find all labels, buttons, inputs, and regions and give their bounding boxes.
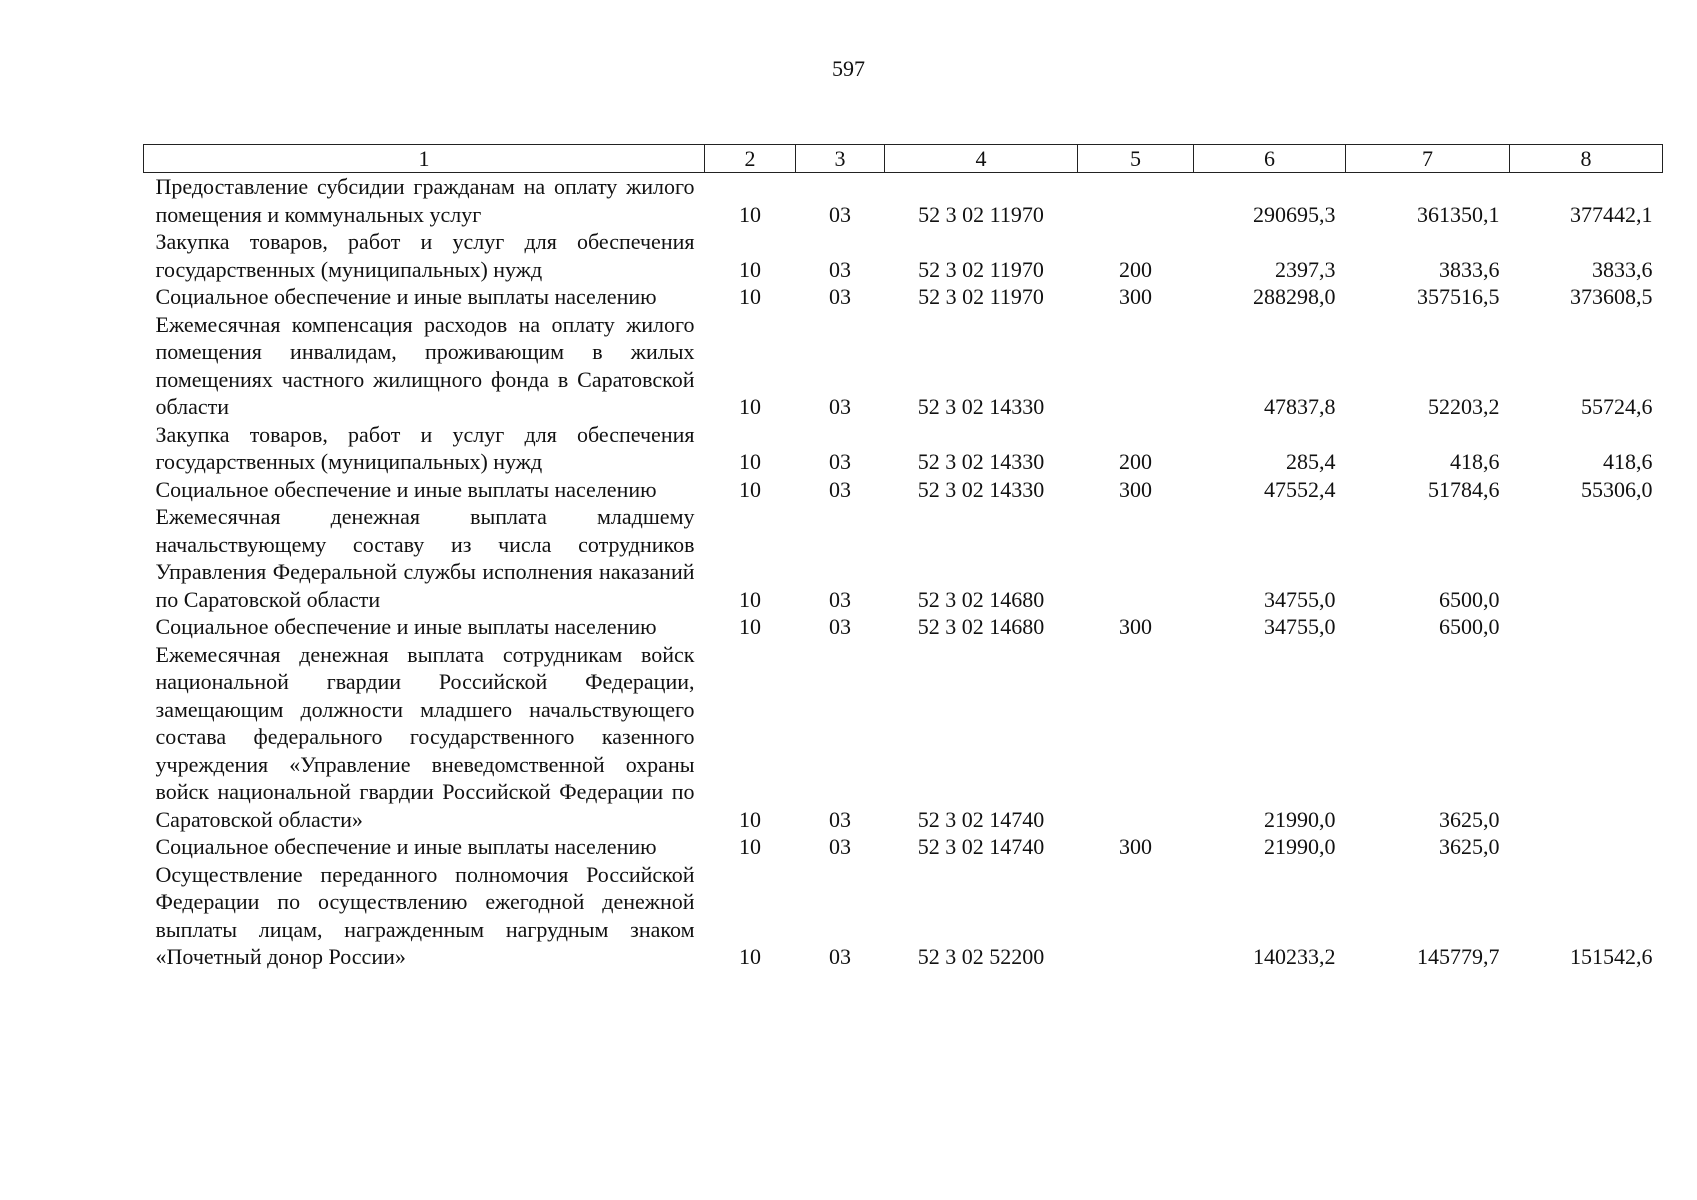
subsection-code: 03 [829,201,851,227]
row-name: Социальное обеспечение и иные выплаты населению [155,476,657,502]
section-code: 10 [739,201,761,227]
amount-col8: 3833,6 [1592,256,1653,282]
table-row [144,613,1663,641]
subsection-code: 03 [829,614,851,639]
section-code: 10 [739,806,761,832]
subsection-code: 03 [829,284,851,309]
table-row [144,311,1663,421]
table-row [144,833,1663,861]
amount-col6: 290695,3 [1253,201,1336,227]
row-name: Социальное обеспечение и иные выплаты населению [155,614,657,639]
section-code: 10 [739,394,761,419]
amount-col7: 357516,5 [1417,284,1500,309]
subsection-code: 03 [829,476,851,502]
expense-type-code [1078,861,1194,971]
expense-type-code: 300 [1119,476,1152,502]
subsection-code: 03 [829,944,851,969]
section-code: 10 [739,476,761,502]
expense-type-code: 300 [1119,614,1152,639]
target-article-code: 52 3 02 14680 [917,586,1045,612]
amount-col7: 361350,1 [1417,201,1500,227]
subsection-code: 03 [829,586,851,612]
row-name: Закупка товаров, работ и услуг для обеспечения государственных (муниципальных) нужд [155,229,695,282]
column-header: 7 [1346,145,1510,173]
row-name: Ежемесячная денежная выплата младшему начальствующему составу из числа сотрудников Управления Федеральной службы исполнения наказаний по Саратовской области [155,504,695,612]
amount-col6: 21990,0 [1264,806,1336,832]
amount-col8 [1510,613,1663,641]
amount-col7: 3625,0 [1439,806,1500,832]
page-number: 597 [832,56,865,81]
expense-type-code [1078,503,1194,613]
amount-col7: 418,6 [1450,449,1500,474]
row-name: Ежемесячная денежная выплата сотрудникам войск национальной гвардии Российской Федерации, замещающим должности младшего начальствующего состава федерального государственного казенного учреждения «Управление вневедомственной охраны войск национальной гвардии Российской Федерации по Саратовской области» [155,641,695,832]
amount-col7: 6500,0 [1439,614,1500,639]
subsection-code: 03 [829,806,851,832]
subsection-code: 03 [829,834,851,859]
amount-col8 [1510,641,1663,834]
column-header: 6 [1194,145,1346,173]
expense-type-code [1078,173,1194,229]
expense-type-code [1078,311,1194,421]
amount-col7: 145779,7 [1417,944,1500,969]
section-code: 10 [739,834,761,859]
amount-col8 [1510,503,1663,613]
amount-col6: 288298,0 [1253,284,1336,309]
target-article-code: 52 3 02 11970 [918,201,1044,227]
target-article-code: 52 3 02 52200 [917,944,1045,969]
amount-col8: 377442,1 [1570,201,1653,227]
subsection-code: 03 [829,256,851,282]
section-code: 10 [739,944,761,969]
amount-col6: 47552,4 [1264,476,1336,502]
expense-type-code: 200 [1119,256,1152,282]
column-header: 3 [796,145,885,173]
target-article-code: 52 3 02 11970 [918,256,1044,282]
column-header: 1 [144,145,705,173]
amount-col7: 51784,6 [1428,476,1500,502]
amount-col6: 2397,3 [1275,256,1336,282]
row-name: Социальное обеспечение и иные выплаты населению [155,834,657,859]
table-header [144,145,1663,173]
table-row [144,861,1663,971]
amount-col6: 140233,2 [1253,944,1336,969]
table-row [144,421,1663,476]
header-row [144,145,1663,173]
amount-col6: 34755,0 [1264,614,1336,639]
section-code: 10 [739,614,761,639]
column-header: 4 [885,145,1078,173]
table-row [144,283,1663,311]
row-name: Закупка товаров, работ и услуг для обеспечения государственных (муниципальных) нужд [155,421,695,474]
expense-type-code: 200 [1119,449,1152,474]
section-code: 10 [739,449,761,474]
amount-col8: 55724,6 [1581,394,1653,419]
expense-type-code [1078,641,1194,834]
row-name: Осуществление переданного полномочия Российской Федерации по осуществлению ежегодной денежной выплаты лицам, награжденным нагрудным знаком «Почетный донор России» [155,861,695,969]
target-article-code: 52 3 02 14330 [917,394,1045,419]
target-article-code: 52 3 02 14330 [917,476,1045,502]
budget-table [143,144,1663,971]
row-name: Ежемесячная компенсация расходов на оплату жилого помещения инвалидам, проживающим в жилых помещениях частного жилищного фонда в Саратовской области [155,311,695,419]
table-body [144,173,1663,971]
amount-col8: 373608,5 [1570,284,1653,309]
section-code: 10 [739,284,761,309]
column-header: 5 [1078,145,1194,173]
section-code: 10 [739,256,761,282]
amount-col7: 52203,2 [1428,394,1500,419]
subsection-code: 03 [829,449,851,474]
amount-col8 [1510,833,1663,861]
amount-col6: 21990,0 [1264,834,1336,859]
table-row [144,173,1663,229]
table-row [144,228,1663,283]
row-name: Социальное обеспечение и иные выплаты населению [155,284,657,309]
table-row [144,503,1663,613]
section-code: 10 [739,586,761,612]
table-row [144,476,1663,504]
amount-col6: 285,4 [1286,449,1336,474]
target-article-code: 52 3 02 14680 [917,614,1045,639]
target-article-code: 52 3 02 11970 [918,284,1044,309]
amount-col7: 6500,0 [1439,586,1500,612]
expense-type-code: 300 [1119,284,1152,309]
target-article-code: 52 3 02 14330 [917,449,1045,474]
amount-col6: 34755,0 [1264,586,1336,612]
amount-col6: 47837,8 [1264,394,1336,419]
amount-col8: 55306,0 [1581,476,1653,502]
table-row [144,641,1663,834]
column-header: 2 [705,145,796,173]
amount-col8: 418,6 [1603,449,1653,474]
column-header: 8 [1510,145,1663,173]
expense-type-code: 300 [1119,834,1152,859]
amount-col8: 151542,6 [1570,944,1653,969]
amount-col7: 3833,6 [1439,256,1500,282]
subsection-code: 03 [829,394,851,419]
target-article-code: 52 3 02 14740 [917,806,1045,832]
amount-col7: 3625,0 [1439,834,1500,859]
row-name: Предоставление субсидии гражданам на оплату жилого помещения и коммунальных услуг [155,174,695,227]
target-article-code: 52 3 02 14740 [917,834,1045,859]
